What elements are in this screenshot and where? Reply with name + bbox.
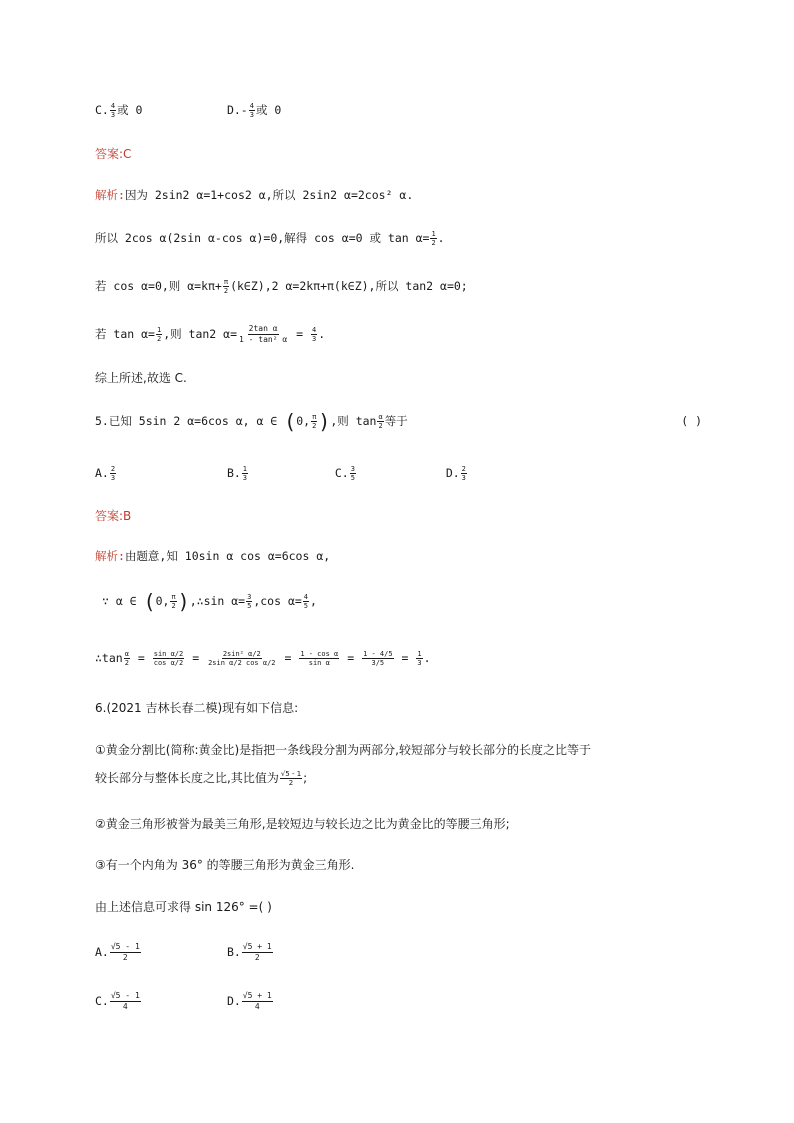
fraction: $\frac{\pi}{2}$ [171,593,176,610]
fraction: $\frac{2}{3}$ [110,465,116,482]
q4-analysis: 解析:因为 2sin2 α=1+cos2 α,所以 2sin2 α=2cos² α. [95,188,414,202]
q4-step3: 若 tan α= $\frac{1}{2}$ ,则 tan2 α= $\frac{\text{2tan α}}{\text{1 - tan² α}}$ = $\frac{4}{3}$ . [95,324,326,344]
q5-tan-chain: ∴tan $\frac{\alpha}{2}$ = $\frac{\text{sin α/2}}{\text{cos α/2}}$ = $\frac{\text{2sin² α/2}}{\text{2sin α/2 cos α/2}}$ = $\frac{\text{1 - cos α}}{\text{sin α}}$ = $\frac{1 - 4/5}{3/5}$ = $\frac{1}{3}$ . [95,650,431,667]
q5-choice-b[interactable]: B. $\frac{1}{3}$ [226,465,248,482]
fraction: $\frac{1}{3}$ [417,650,422,667]
fraction: $\frac{\text{sin α/2}}{\text{cos α/2}}$ [153,650,184,667]
fraction: $\frac{\alpha}{2}$ [124,650,129,667]
q6-choices-row-2 [95,991,274,1012]
fraction: $\frac{\alpha}{2}$ [378,413,383,430]
q5-choice-a[interactable]: A. $\frac{2}{3}$ [95,465,116,482]
q6-question: 由上述信息可求得 sin 126° =( ) [95,900,272,914]
fraction: $\frac{4}{3}$ [110,102,116,119]
q4-step2: 若 cos α=0,则 α=kπ+ $\frac{\pi}{2}$ (k∈Z),2 α=2kπ+π(k∈Z),所以 tan2 α=0; [95,278,468,295]
answer-bracket: ( ) [681,414,702,428]
q5-answer: 答案:B [95,509,132,523]
q4-choice-d[interactable]: D.- $\frac{4}{3}$ 或 0 [226,102,282,119]
q6-info1-line1: ①黄金分割比(简称:黄金比)是指把一条线段分割为两部分,较短部分与较长部分的长度之比等于 [95,743,591,757]
fraction: $\frac{√5 + 1}{4}$ [242,991,272,1011]
q6-stem: 6.(2021 吉林长春二模)现有如下信息: [95,701,299,715]
fraction: $\frac{√5 - 1}{2}$ [280,770,302,787]
q6-choice-a[interactable]: A. $\frac{√5 - 1}{2}$ [95,942,140,962]
fraction: $\frac{1 - 4/5}{3/5}$ [363,650,393,667]
q6-info3: ③有一个内角为 36° 的等腰三角形为黄金三角形. [95,858,355,872]
q4-choices-row [95,102,281,119]
fraction: $\frac{1}{2}$ [431,230,436,247]
q5-since: ∵ α ∈ (0, $\frac{\pi}{2}$ ),∴sin α= $\frac{3}{5}$ ,cos α= $\frac{4}{5}$ , [102,589,317,614]
q4-answer: 答案:C [95,147,132,161]
fraction: $\frac{3}{5}$ [350,465,355,482]
fraction: $\frac{2}{3}$ [461,465,466,482]
fraction: $\frac{\pi}{2}$ [312,413,317,430]
q5-analysis: 解析:由题意,知 10sin α cos α=6cos α, [95,549,331,563]
fraction: $\frac{\text{2sin² α/2}}{\text{2sin α/2 cos α/2}}$ [208,650,276,667]
q5-choice-c[interactable]: C. $\frac{3}{5}$ [334,465,355,482]
q5-choices-row [95,465,468,482]
fraction: $\frac{4}{3}$ [249,102,254,119]
fraction: $\frac{1}{2}$ [156,326,162,343]
fraction: $\frac{√5 - 1}{4}$ [110,991,140,1011]
q6-choices-row-1 [95,942,274,963]
q4-conclusion: 综上所述,故选 C. [95,371,187,385]
fraction: $\frac{3}{5}$ [247,593,252,610]
fraction: $\frac{√5 + 1}{2}$ [242,942,272,962]
q5-choice-d[interactable]: D. $\frac{2}{3}$ [445,465,466,482]
q5-stem: 5.已知 5sin 2 α=6cos α, α ∈ (0, $\frac{\pi}{2}$ ),则 tan $\frac{\alpha}{2}$ 等于 ( ) [95,409,702,434]
q6-choice-c[interactable]: C. $\frac{√5 - 1}{4}$ [95,991,140,1011]
fraction: $\frac{\text{2tan α}}{\text{1 - tan² α}}$ [239,324,288,344]
fraction: $\frac{\pi}{2}$ [223,278,229,295]
q4-choice-c[interactable]: C. $\frac{4}{3}$ 或 0 [95,102,143,119]
q6-choice-b[interactable]: B. $\frac{√5 + 1}{2}$ [226,942,272,962]
fraction: $\frac{1}{3}$ [242,465,248,482]
q6-info2: ②黄金三角形被誉为最美三角形,是较短边与较长边之比为黄金比的等腰三角形; [95,817,510,831]
fraction: $\frac{\text{1 - cos α}}{\text{sin α}}$ [300,650,339,667]
q4-step1: 所以 2cos α(2sin α-cos α)=0,解得 cos α=0 或 tan α= $\frac{1}{2}$ . [95,230,445,247]
q6-choice-d[interactable]: D. $\frac{√5 + 1}{4}$ [226,991,272,1011]
fraction: $\frac{4}{5}$ [303,593,309,610]
fraction: $\frac{4}{3}$ [311,326,317,343]
q6-info1-line2: 较长部分与整体长度之比,其比值为 $\frac{√5 - 1}{2}$ ; [95,770,308,787]
fraction: $\frac{√5 - 1}{2}$ [110,942,140,962]
